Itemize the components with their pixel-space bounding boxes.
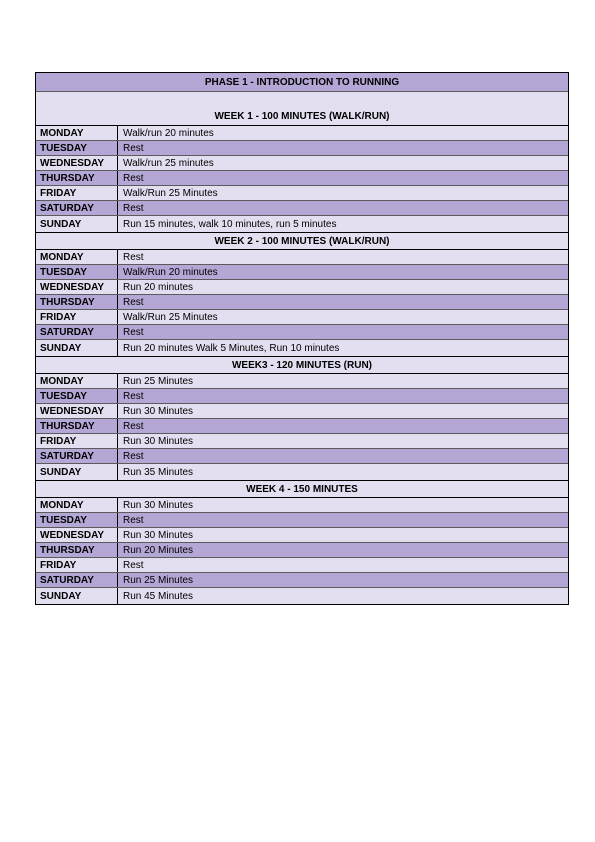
day-cell: TUESDAY bbox=[36, 513, 118, 527]
day-cell: FRIDAY bbox=[36, 310, 118, 324]
activity-cell: Rest bbox=[123, 420, 144, 432]
activity-cell: Rest bbox=[123, 296, 144, 308]
schedule-row bbox=[36, 433, 568, 448]
day-cell: THURSDAY bbox=[36, 543, 118, 557]
day-cell: TUESDAY bbox=[36, 141, 118, 155]
week-heading: WEEK 4 - 150 MINUTES bbox=[36, 480, 568, 497]
weeks-container bbox=[36, 108, 568, 604]
day-cell: THURSDAY bbox=[36, 419, 118, 433]
activity-cell: Run 20 minutes bbox=[123, 281, 194, 293]
schedule-row bbox=[36, 264, 568, 279]
activity-cell: Run 15 minutes, walk 10 minutes, run 5 minutes bbox=[123, 218, 337, 230]
activity-cell: Rest bbox=[123, 251, 144, 263]
schedule-row bbox=[36, 279, 568, 294]
day-cell: FRIDAY bbox=[36, 434, 118, 448]
activity-cell: Walk/Run 25 Minutes bbox=[123, 311, 218, 323]
schedule-row bbox=[36, 542, 568, 557]
day-cell: SATURDAY bbox=[36, 573, 118, 587]
schedule-row bbox=[36, 324, 568, 339]
week-heading: WEEK 2 - 100 MINUTES (WALK/RUN) bbox=[36, 232, 568, 249]
schedule-row bbox=[36, 497, 568, 512]
day-cell: THURSDAY bbox=[36, 171, 118, 185]
schedule-row bbox=[36, 403, 568, 418]
schedule-row bbox=[36, 418, 568, 433]
schedule-row bbox=[36, 463, 568, 480]
activity-cell: Rest bbox=[123, 202, 144, 214]
activity-cell: Run 25 Minutes bbox=[123, 375, 194, 387]
day-cell: WEDNESDAY bbox=[36, 404, 118, 418]
schedule-row bbox=[36, 200, 568, 215]
week-heading: WEEK 1 - 100 MINUTES (WALK/RUN) bbox=[36, 108, 568, 125]
activity-cell: Run 30 Minutes bbox=[123, 499, 194, 511]
schedule-row bbox=[36, 294, 568, 309]
activity-cell: Run 30 Minutes bbox=[123, 529, 194, 541]
day-cell: SUNDAY bbox=[36, 464, 118, 480]
schedule-row bbox=[36, 140, 568, 155]
activity-cell: Walk/Run 25 Minutes bbox=[123, 187, 218, 199]
day-cell: SATURDAY bbox=[36, 449, 118, 463]
day-cell: TUESDAY bbox=[36, 389, 118, 403]
day-cell: SUNDAY bbox=[36, 588, 118, 604]
blank-row bbox=[36, 91, 568, 108]
schedule-row bbox=[36, 527, 568, 542]
activity-cell: Run 20 Minutes bbox=[123, 544, 194, 556]
schedule-row bbox=[36, 170, 568, 185]
day-cell: WEDNESDAY bbox=[36, 280, 118, 294]
day-cell: FRIDAY bbox=[36, 558, 118, 572]
activity-cell: Rest bbox=[123, 142, 144, 154]
activity-cell: Run 35 Minutes bbox=[123, 466, 194, 478]
day-cell: SATURDAY bbox=[36, 201, 118, 215]
activity-cell: Run 30 Minutes bbox=[123, 435, 194, 447]
schedule-row bbox=[36, 185, 568, 200]
day-cell: WEDNESDAY bbox=[36, 156, 118, 170]
day-cell: SUNDAY bbox=[36, 216, 118, 232]
schedule-title: PHASE 1 - INTRODUCTION TO RUNNING bbox=[36, 73, 568, 91]
day-cell: THURSDAY bbox=[36, 295, 118, 309]
activity-cell: Walk/Run 20 minutes bbox=[123, 266, 218, 278]
schedule-row bbox=[36, 587, 568, 604]
day-cell: TUESDAY bbox=[36, 265, 118, 279]
week-heading: WEEK3 - 120 MINUTES (RUN) bbox=[36, 356, 568, 373]
day-cell: WEDNESDAY bbox=[36, 528, 118, 542]
schedule-row bbox=[36, 388, 568, 403]
schedule-row bbox=[36, 125, 568, 140]
day-cell: MONDAY bbox=[36, 250, 118, 264]
schedule-row bbox=[36, 512, 568, 527]
activity-cell: Rest bbox=[123, 559, 144, 571]
training-schedule-table bbox=[35, 72, 569, 605]
schedule-row bbox=[36, 309, 568, 324]
schedule-row bbox=[36, 557, 568, 572]
activity-cell: Run 20 minutes Walk 5 Minutes, Run 10 minutes bbox=[123, 342, 340, 354]
schedule-row bbox=[36, 572, 568, 587]
schedule-row bbox=[36, 155, 568, 170]
activity-cell: Run 25 Minutes bbox=[123, 574, 194, 586]
schedule-row bbox=[36, 448, 568, 463]
activity-cell: Run 30 Minutes bbox=[123, 405, 194, 417]
activity-cell: Rest bbox=[123, 514, 144, 526]
schedule-row bbox=[36, 339, 568, 356]
day-cell: SATURDAY bbox=[36, 325, 118, 339]
day-cell: MONDAY bbox=[36, 498, 118, 512]
day-cell: FRIDAY bbox=[36, 186, 118, 200]
activity-cell: Rest bbox=[123, 390, 144, 402]
day-cell: MONDAY bbox=[36, 126, 118, 140]
schedule-row bbox=[36, 249, 568, 264]
day-cell: SUNDAY bbox=[36, 340, 118, 356]
activity-cell: Rest bbox=[123, 450, 144, 462]
schedule-row bbox=[36, 215, 568, 232]
activity-cell: Walk/run 20 minutes bbox=[123, 127, 214, 139]
day-cell: MONDAY bbox=[36, 374, 118, 388]
activity-cell: Run 45 Minutes bbox=[123, 590, 194, 602]
activity-cell: Walk/run 25 minutes bbox=[123, 157, 214, 169]
activity-cell: Rest bbox=[123, 172, 144, 184]
activity-cell: Rest bbox=[123, 326, 144, 338]
schedule-row bbox=[36, 373, 568, 388]
